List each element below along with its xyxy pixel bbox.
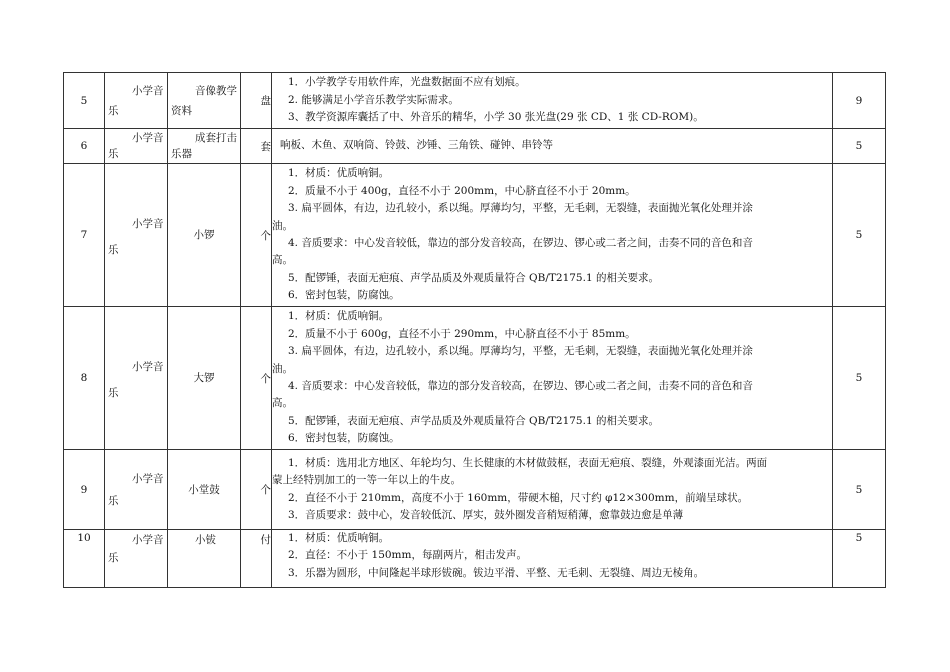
item-name-line: 成套打击 [195, 132, 237, 144]
category-line: 小学音 [132, 534, 164, 546]
description-cell [272, 450, 833, 530]
description-line: 2．质量不小于 400g，直径不小于 200mm，中心脐直径不小于 20mm。 [288, 184, 636, 197]
item-name-line: 大锣 [193, 372, 215, 384]
category-cell [105, 530, 168, 588]
table-row [64, 307, 886, 450]
description-cell [272, 530, 833, 588]
description-line: 高。 [272, 254, 293, 267]
unit-cell [241, 450, 272, 530]
quantity-cell: 5 [833, 450, 886, 530]
description-cell [272, 129, 833, 164]
unit-cell [241, 164, 272, 307]
quantity-cell: 5 [833, 164, 886, 307]
quantity-cell: 5 [833, 307, 886, 450]
unit-cell [241, 530, 272, 588]
description-line: 高。 [272, 397, 293, 410]
description-line: 4. 音质要求：中心发音较低，靠边的部分发音较高，在锣边、锣心或二者之间，击奏不同的音色和音 [288, 237, 753, 249]
category-cell [105, 307, 168, 450]
table-row [64, 530, 886, 588]
item-name-cell [168, 450, 241, 530]
item-name-cell [168, 530, 241, 588]
category-line: 乐 [108, 104, 119, 117]
unit-cell [241, 73, 272, 129]
item-name-line: 音像教学 [195, 84, 237, 97]
description-line: 1．小学教学专用软件库，光盘数据面不应有划痕。 [288, 76, 526, 89]
description-line: 5．配锣锤，表面无疤痕、声学品质及外观质量符合 QB/T2175.1 的相关要求。 [288, 271, 659, 284]
row-number: 10 [64, 530, 105, 588]
category-line: 小学音 [132, 132, 164, 144]
description-line: 4. 音质要求：中心发音较低，靠边的部分发音较高，在锣边、锣心或二者之间，击奏不同的音色和音 [288, 380, 753, 392]
description-line: 2．直径：不小于 150mm，每副两片，相击发声。 [288, 549, 527, 562]
item-name-line: 乐器 [171, 148, 192, 160]
unit-text: 套 [260, 140, 271, 153]
description-cell [272, 307, 833, 450]
description-line: 2．直径不小于 210mm，高度不小于 160mm，带硬木槌，尺寸约 φ12×300mm，前端呈球状。 [288, 491, 749, 504]
item-name-line: 小钹 [195, 534, 216, 546]
description-line: 蒙上经特别加工的一等一年以上的牛皮。 [272, 474, 461, 487]
description-cell [272, 164, 833, 307]
category-cell [105, 164, 168, 307]
category-line: 乐 [108, 552, 119, 564]
row-number: 7 [64, 164, 105, 307]
row-number: 5 [64, 73, 105, 129]
row-number: 6 [64, 129, 105, 164]
item-name-line: 资料 [171, 104, 192, 117]
unit-text: 个 [260, 229, 271, 242]
description-line: 3. 扁平圆体，有边，边孔较小，系以绳。厚薄均匀，平整，无毛刺，无裂缝，表面抛光氧化处理并涂 [288, 202, 753, 215]
table-row [64, 450, 886, 530]
description-line: 2. 能够满足小学音乐教学实际需求。 [288, 93, 459, 106]
row-number: 8 [64, 307, 105, 450]
category-cell [105, 129, 168, 164]
category-line: 小学音 [132, 361, 164, 373]
unit-text: 盘 [260, 95, 271, 107]
unit-text: 个 [260, 484, 271, 496]
spec-table-body [64, 73, 886, 588]
description-line: 2．质量不小于 600g，直径不小于 290mm，中心脐直径不小于 85mm。 [288, 327, 636, 340]
category-line: 小学音 [132, 218, 164, 230]
description-line: 1．材质：优质响铜。 [288, 532, 390, 544]
category-cell [105, 73, 168, 129]
category-line: 乐 [108, 244, 119, 256]
table-row [64, 164, 886, 307]
unit-cell [241, 307, 272, 450]
item-name-cell [168, 307, 241, 450]
category-cell [105, 450, 168, 530]
item-name-line: 小堂鼓 [188, 483, 220, 496]
description-line: 5．配锣锤，表面无疤痕、声学品质及外观质量符合 QB/T2175.1 的相关要求。 [288, 414, 659, 427]
description-line: 油。 [272, 219, 293, 232]
description-line: 3．音质要求：鼓中心，发音较低沉、厚实，鼓外圈发音稍短稍薄，愈靠鼓边愈是单薄 [288, 508, 684, 521]
description-line: 3、教学资源库囊括了中、外音乐的精华，小学 30 张光盘(29 张 CD、1 张 CD-ROM)。 [288, 111, 704, 124]
description-line: 3. 扁平圆体，有边，边孔较小，系以绳。厚薄均匀，平整，无毛刺，无裂缝，表面抛光氧化处理并涂 [288, 345, 753, 358]
table-row [64, 73, 886, 129]
unit-text: 付 [260, 534, 271, 546]
description-cell [272, 73, 833, 129]
category-line: 乐 [108, 494, 119, 507]
description-line: 6．密封包装，防腐蚀。 [288, 432, 400, 445]
unit-text: 个 [260, 372, 271, 385]
unit-cell [241, 129, 272, 164]
row-number: 9 [64, 450, 105, 530]
description-line: 1．材质：优质响铜。 [288, 167, 390, 180]
quantity-cell: 5 [833, 129, 886, 164]
category-line: 乐 [108, 387, 119, 399]
category-line: 小学音 [132, 472, 164, 485]
category-line: 小学音 [132, 84, 164, 97]
item-name-line: 小锣 [193, 229, 215, 241]
description-line: 3．乐器为圆形，中间隆起半球形钹碗。钹边平滑、平整、无毛刺、无裂缝、周边无棱角。 [288, 566, 705, 579]
description-line: 油。 [272, 362, 293, 375]
table-row [64, 129, 886, 164]
item-name-cell [168, 164, 241, 307]
quantity-cell: 5 [833, 530, 886, 588]
category-line: 乐 [108, 148, 119, 160]
description-line: 1．材质：选用北方地区、年轮均匀、生长健康的木材做鼓框，表面无疤痕、裂缝，外观漆面光洁。两面 [288, 456, 768, 469]
item-name-cell [168, 129, 241, 164]
description-line: 1．材质：优质响铜。 [288, 310, 390, 323]
quantity-cell: 9 [833, 73, 886, 129]
item-name-cell [168, 73, 241, 129]
description-line: 6．密封包装，防腐蚀。 [288, 289, 400, 302]
description-line: 响板、木鱼、双响筒、铃鼓、沙锤、三角铁、碰钟、串铃等 [280, 139, 553, 152]
spec-table [63, 72, 886, 588]
